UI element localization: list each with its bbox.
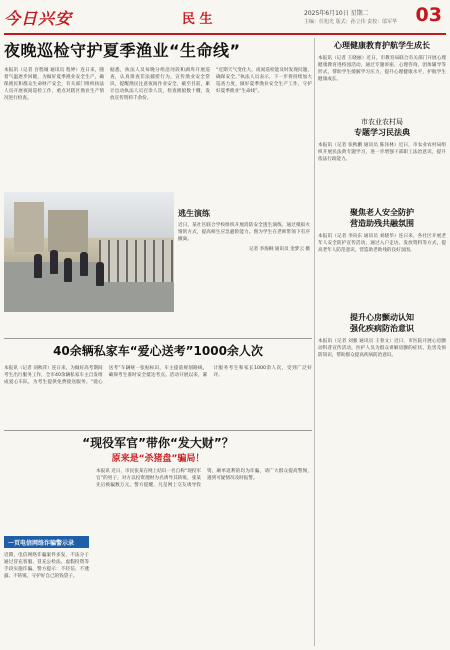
second-headline: 40余辆私家车“爱心送考”1000余人次 bbox=[53, 344, 263, 358]
section-title bbox=[182, 8, 252, 26]
third-story bbox=[4, 434, 312, 489]
issue-date: 2025年6月10日 星期二 bbox=[304, 10, 369, 17]
section-divider bbox=[4, 430, 312, 431]
column-divider bbox=[314, 38, 315, 646]
side-headline-3-line-1: 聚焦老人安全防护 bbox=[350, 208, 414, 217]
side-body-1: 本报讯（记者 王晓丽）近日，市教育局联合有关部门开展心理健康教育进校园活动，通过专题讲座、心理咨询、团体辅导等形式，帮助学生缓解学习压力，提升心理健康水平，护航学生健康成长。 bbox=[318, 56, 446, 82]
second-story bbox=[4, 342, 312, 386]
lead-paragraph-3: “近期天气变化大，夜间巡检能及时发现问题，确保安全。”执法人员表示，下一步将持续加大巡查力度，做好夏季渔业安全生产工作，守护好夏季渔业“生命线”。 bbox=[216, 68, 312, 94]
side-body-4: 本报讯（记者 刘强 通讯员 王春文）近日，市医院开展心房颤动科普宣传活动，医护人员为群众讲解房颤的症状、危害及预防知识，帮助群众提高疾病防治意识。 bbox=[318, 339, 446, 358]
header-divider bbox=[4, 33, 446, 35]
lead-paragraph-1: 本报讯（记者 吾程城 通讯员 程婷）连日来，随着气温逐步回暖，为做好夏季渔业安全生产，确保渔民和群众生命财产安全，有关部门组织执法人员开展夜间巡检工作，重点对辖区渔业生产情况进行检查。 bbox=[4, 68, 104, 101]
photo-person bbox=[96, 262, 104, 286]
photo-caption-text: 近日，某社区联合学校组织开展消防安全逃生演练，通过模拟火情的方式，提高师生应急避险能力。图为学生在老师带领下有序撤离。 bbox=[178, 223, 310, 242]
side-headline-2-line-2: 专题学习民法典 bbox=[354, 128, 410, 137]
section-divider bbox=[4, 338, 312, 339]
side-headline-2-line-1: 市农业农村局 bbox=[361, 118, 403, 126]
side-headline-4-line-1: 提升心房颤动认知 bbox=[350, 313, 414, 322]
lead-paragraph-2: 据悉，执法人员每晚分组沿河段和湖库开展巡查，认真排查非法捕捞行为，宣传渔业安全常识，提醒渔民注意夜间作业安全，截至目前，累计出动执法人员百余人次，检查渔船数十艘，发放宣传资料千余份。 bbox=[110, 68, 210, 101]
section-name: 民 生 bbox=[182, 12, 213, 27]
main-column bbox=[4, 38, 312, 102]
third-headline-block bbox=[4, 434, 312, 464]
side-column bbox=[318, 38, 446, 359]
side-headline-4 bbox=[318, 312, 446, 334]
lead-body bbox=[4, 67, 312, 102]
side-headline-3-line-2: 营造助残共融氛围 bbox=[350, 219, 414, 228]
side-headline-1: 心理健康教育护航学生成长 bbox=[334, 41, 430, 50]
photo-person bbox=[64, 258, 72, 282]
third-headline: “现役军官”带你“发大财”？ bbox=[82, 436, 234, 450]
side-headline-2 bbox=[318, 117, 446, 138]
side-body-3: 本报讯（记者 李向东 通讯员 刘晓华）连日来，各社区开展老年人安全防护宣传活动，通过入户走访、发放资料等方式，提高老年人防范意识，营造助老助残的良好氛围。 bbox=[318, 234, 446, 253]
photo-fence bbox=[99, 240, 174, 282]
second-body: 本报讯（记者 刘秋萍）连日来，为做好高考期间考生出行服务工作，全市40余辆私家车主自发组成爱心车队，为考生提供免费接送服务。“爱心送考”车辆统一张贴标识，车主提前规划路线，确保考生准时安全抵达考点。活动开展以来，累计服务考生和家长1000余人次，受到广泛好评。 bbox=[4, 366, 312, 385]
lead-headline: 夜晚巡检守护夏季渔业“生命线” bbox=[4, 41, 241, 60]
side-headline-4-line-2: 强化疾病防治意识 bbox=[350, 324, 414, 333]
photo-credit: 记者 李海桐 通讯员 金梦云 摄 bbox=[249, 247, 310, 252]
page-number: 03 bbox=[415, 4, 442, 26]
fraud-notice-body: 近期，电信网络诈骗案件多发，不法分子通过冒充客服、冒充公检法、虚假投资等手段实施诈骗。警方提示：不轻信、不透露、不转账，守护好自己的钱袋子。 bbox=[4, 553, 89, 579]
evacuation-drill-photo bbox=[4, 192, 174, 312]
photo-building bbox=[48, 210, 88, 252]
photo-person bbox=[80, 252, 88, 276]
photo-title: 逃生演练 bbox=[178, 209, 210, 218]
masthead bbox=[4, 4, 446, 34]
side-body-2: 本报讯（记者 张秋鹏 通讯员 陈泽林）近日，市农业农村局组织开展民法典专题学习，进一步增强干部职工法治意识，提升依法行政能力。 bbox=[318, 143, 446, 162]
photo-person bbox=[50, 250, 58, 274]
fraud-notice-label: 一页电信网络诈骗警示录 bbox=[4, 536, 89, 548]
photo-caption bbox=[178, 208, 310, 253]
third-subhead: 原来是“杀猪盘”骗局！ bbox=[111, 454, 205, 464]
third-body: 本报讯 近日，市民张某在网上结识一名自称“现役军官”的男子，对方以投资理财为名诱导其转账，张某先后被骗数万元。警方提醒，凡是网上交友诱导投资、刷单返利的均为诈骗，请广大群众提高警惕，遇到可疑情况及时报警。 bbox=[96, 469, 312, 488]
photo-person bbox=[34, 254, 42, 278]
newspaper-logo: 今日兴安 bbox=[4, 9, 73, 28]
photo-building bbox=[14, 202, 44, 252]
staff-credits: 主编：任旭光 版式：孙立伟 责校：邬军华 bbox=[304, 19, 398, 25]
side-headline-3 bbox=[318, 207, 446, 229]
